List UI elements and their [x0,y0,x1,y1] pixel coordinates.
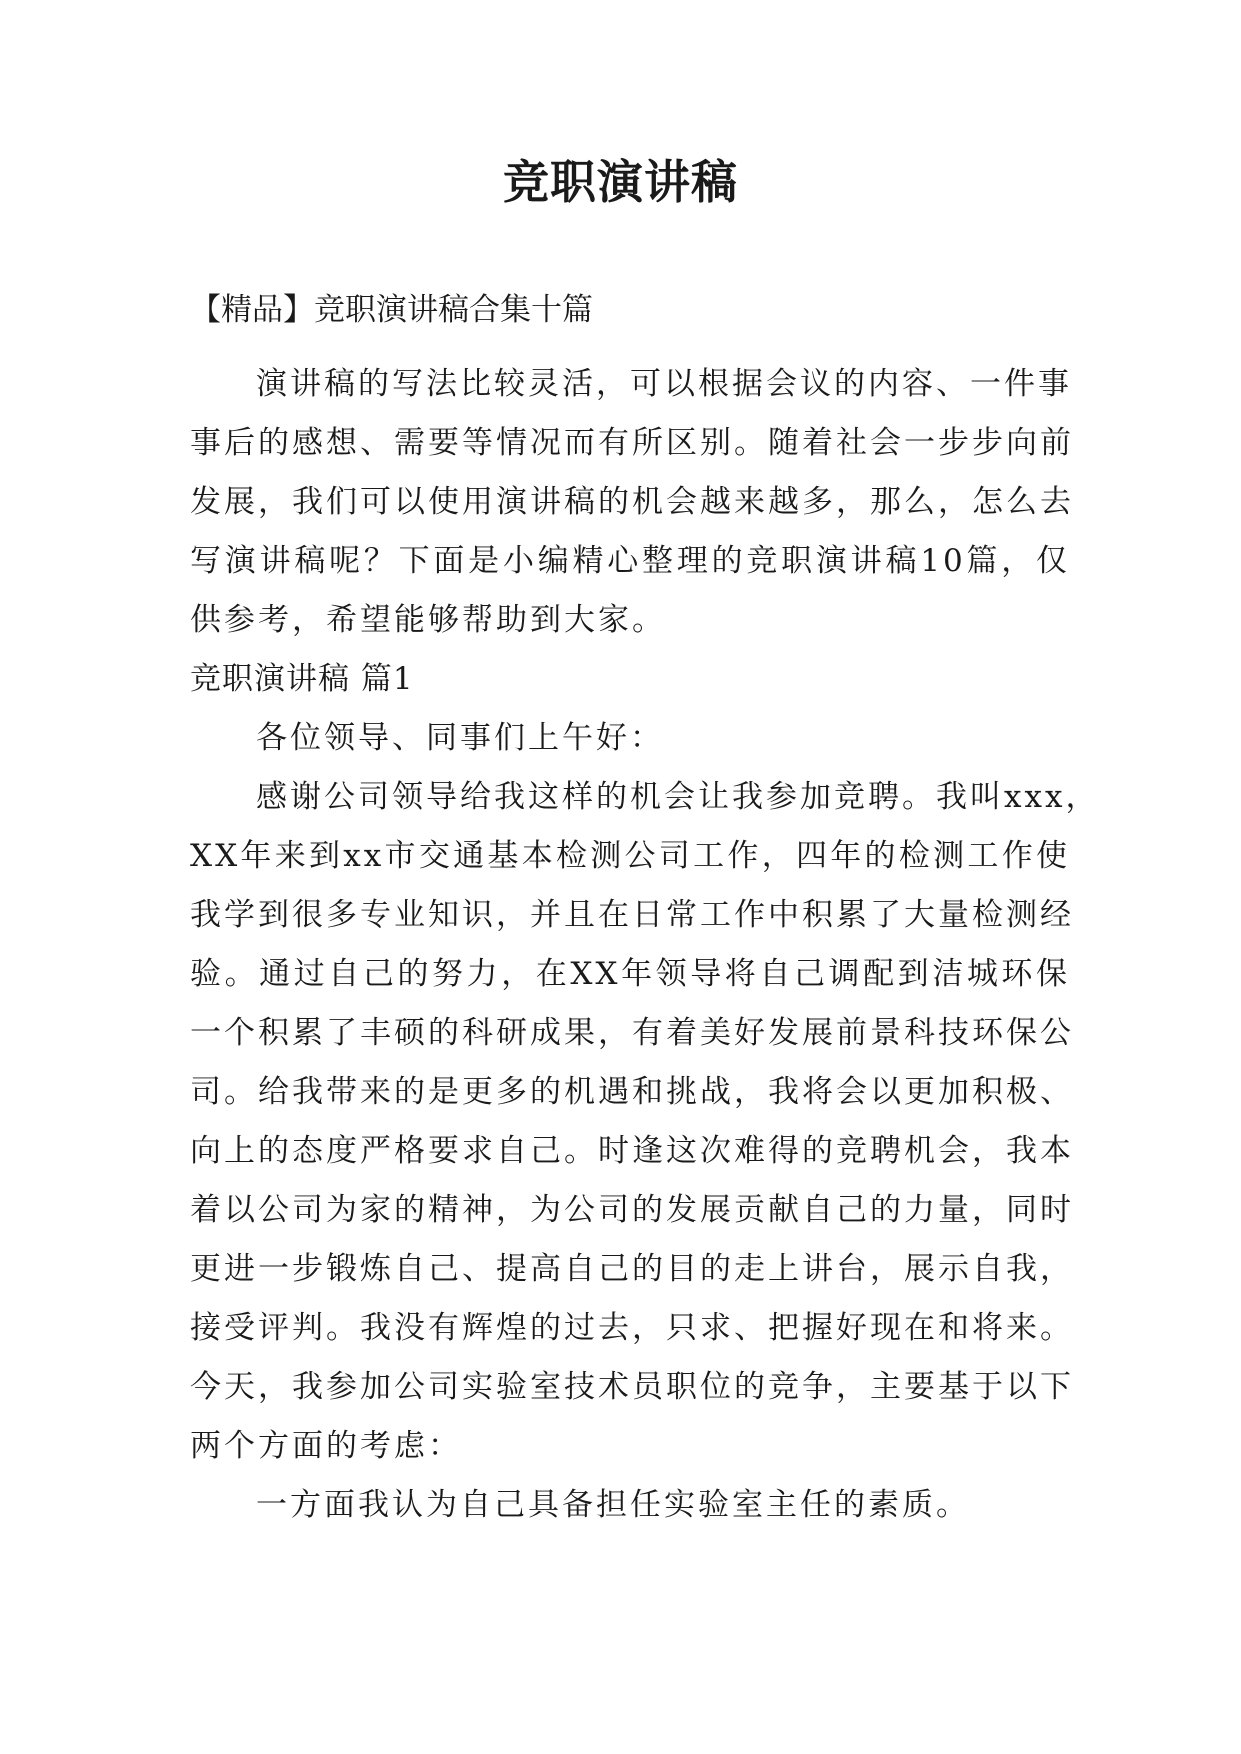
paragraph-line: 向上的态度严格要求自己。时逢这次难得的竞聘机会，我本 [190,1133,1074,1169]
paragraph-line: 感谢公司领导给我这样的机会让我参加竞聘。我叫xxx， [256,779,1100,815]
paragraph-line: 着以公司为家的精神，为公司的发展贡献自己的力量，同时 [190,1192,1074,1228]
intro-line: 供参考，希望能够帮助到大家。 [190,602,666,638]
intro-line: 演讲稿的写法比较灵活，可以根据会议的内容、一件事 [256,366,1072,402]
body-paragraph-2: 一方面我认为自己具备担任实验室主任的素质。 [256,1487,970,1523]
intro-line: 发展，我们可以使用演讲稿的机会越来越多，那么，怎么去 [190,484,1074,520]
paragraph-line: 更进一步锻炼自己、提高自己的目的走上讲台，展示自我， [190,1251,1074,1287]
intro-line: 写演讲稿呢？下面是小编精心整理的竞职演讲稿10篇，仅 [190,543,1070,579]
section-heading: 竞职演讲稿 篇1 [190,661,414,697]
intro-line: 事后的感想、需要等情况而有所区别。随着社会一步步向前 [190,425,1074,461]
document-title: 竞职演讲稿 [503,155,738,209]
paragraph-line: XX年来到xx市交通基本检测公司工作，四年的检测工作使 [190,838,1070,874]
paragraph-line: 验。通过自己的努力，在XX年领导将自己调配到洁城环保 [190,956,1070,992]
intro-paragraph [190,355,1074,768]
body-paragraph-1 [190,768,1100,1535]
greeting: 各位领导、同事们上午好： [256,720,664,756]
paragraph-line: 接受评判。我没有辉煌的过去，只求、把握好现在和将来。 [190,1310,1074,1346]
paragraph-line: 两个方面的考虑： [190,1428,462,1464]
document-subtitle: 【精品】竞职演讲稿合集十篇 [190,292,593,328]
paragraph-line: 司。给我带来的是更多的机遇和挑战，我将会以更加积极、 [190,1074,1074,1110]
paragraph-line: 今天，我参加公司实验室技术员职位的竞争，主要基于以下 [190,1369,1074,1405]
paragraph-line: 一个积累了丰硕的科研成果，有着美好发展前景科技环保公 [190,1015,1074,1051]
paragraph-line: 我学到很多专业知识，并且在日常工作中积累了大量检测经 [190,897,1074,933]
